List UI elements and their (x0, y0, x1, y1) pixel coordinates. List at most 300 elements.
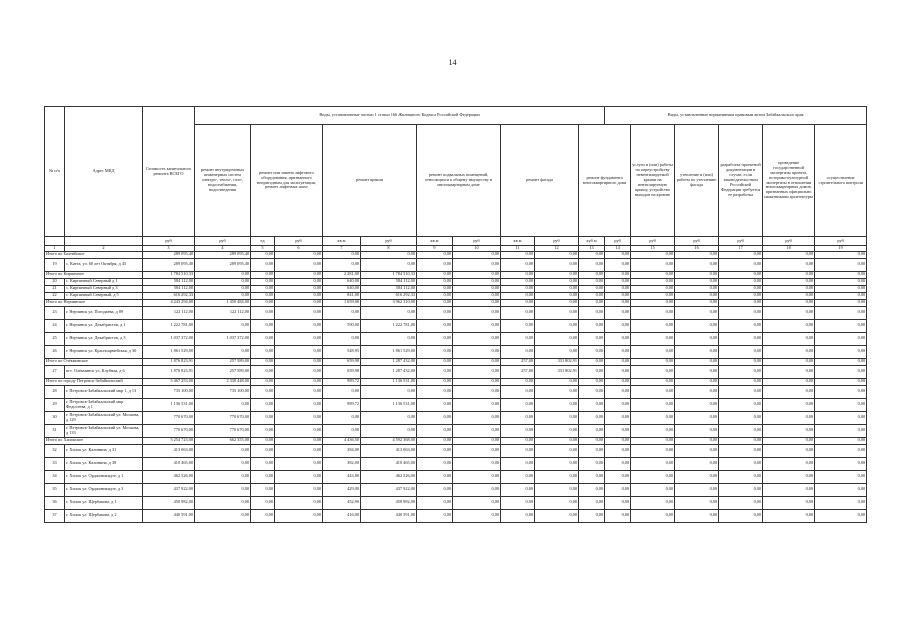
value-cell: 0,00 (719, 258, 763, 271)
value-cell: 0,00 (501, 470, 535, 483)
value-cell: 0,00 (815, 496, 867, 509)
value-cell: 0,00 (719, 306, 763, 319)
value-cell: 0,00 (605, 306, 631, 319)
value-cell: 0,00 (631, 411, 675, 424)
row-address: г. Нерчинск ул. Красноармейская, д 30 (65, 345, 143, 358)
value-cell: 0,00 (251, 385, 275, 398)
value-cell: 0,00 (501, 271, 535, 278)
value-cell: 0,00 (417, 444, 453, 457)
unit-cell: кв.м (323, 237, 361, 246)
value-cell: 0,00 (605, 496, 631, 509)
value-cell: 0,00 (631, 251, 675, 258)
value-cell: 429,00 (323, 483, 361, 496)
value-cell: 0,00 (275, 457, 323, 470)
value-cell: 0,00 (361, 258, 417, 271)
table-row (45, 509, 867, 522)
value-cell: 0,00 (453, 365, 501, 378)
row-number: 23 (45, 306, 65, 319)
value-cell: 989,72 (323, 398, 361, 411)
value-cell: 0,00 (251, 424, 275, 437)
value-cell: 0,00 (535, 319, 579, 332)
value-cell: 0,00 (605, 444, 631, 457)
value-cell: 0,00 (815, 319, 867, 332)
row-number: 21 (45, 285, 65, 292)
value-cell: 0,00 (605, 292, 631, 299)
units-row (45, 237, 867, 246)
unit-cell: руб (195, 237, 251, 246)
value-cell: 0,00 (195, 496, 251, 509)
value-cell: 1 876 823,91 (143, 358, 195, 365)
value-cell: 0,00 (719, 278, 763, 285)
value-cell: 0,00 (251, 437, 275, 444)
value-cell: 0,00 (535, 411, 579, 424)
value-cell: 0,00 (417, 251, 453, 258)
value-cell: 0,00 (535, 251, 579, 258)
value-cell: 0,00 (763, 332, 815, 345)
row-address: г. Нерчинск ул. Декабристов, д 1 (65, 319, 143, 332)
value-cell: 548,95 (323, 345, 361, 358)
row-number: 24 (45, 319, 65, 332)
value-cell: 0,00 (501, 319, 535, 332)
value-cell: 0,00 (579, 299, 605, 306)
value-cell: 0,00 (195, 345, 251, 358)
value-cell: 0,00 (605, 278, 631, 285)
value-cell: 0,00 (275, 285, 323, 292)
value-cell: 0,00 (275, 299, 323, 306)
value-cell: 0,00 (453, 444, 501, 457)
table-row (45, 345, 867, 358)
value-cell: 0,00 (579, 271, 605, 278)
value-cell: 0,00 (719, 319, 763, 332)
value-cell: 0,00 (815, 437, 867, 444)
row-number: 27 (45, 365, 65, 378)
value-cell: 0,00 (605, 285, 631, 292)
value-cell: 0,00 (719, 345, 763, 358)
value-cell: 0,00 (815, 444, 867, 457)
row-number: 35 (45, 483, 65, 496)
value-cell: 0,00 (195, 278, 251, 285)
value-cell: 0,00 (275, 496, 323, 509)
value-cell: 0,00 (501, 345, 535, 358)
value-cell: 0,00 (501, 398, 535, 411)
value-cell: 0,00 (675, 258, 719, 271)
value-cell: 257,00 (501, 358, 535, 365)
row-address: пгт. Олёкминск ул. Клубная, д 6 (65, 365, 143, 378)
row-address: г. Нерчинск ул. Декабристов, д 3 (65, 332, 143, 345)
value-cell: 0,00 (631, 385, 675, 398)
value-cell: 0,00 (579, 444, 605, 457)
unit-cell: ед (251, 237, 275, 246)
value-cell: 1 861 529,00 (143, 345, 195, 358)
row-number: 22 (45, 292, 65, 299)
value-cell: 0,00 (535, 437, 579, 444)
value-cell: 590,00 (323, 319, 361, 332)
value-cell: 0,00 (815, 292, 867, 299)
value-cell: 616 292,33 (361, 292, 417, 299)
col-foundation-header: ремонт фундамента многоквартирного дома (579, 125, 631, 237)
value-cell: 1 136 531,00 (361, 398, 417, 411)
value-cell: 0,00 (275, 378, 323, 385)
column-number-cell: 12 (535, 246, 579, 252)
value-cell: 584 112,00 (143, 285, 195, 292)
value-cell: 440 591,00 (361, 509, 417, 522)
value-cell: 0,00 (815, 345, 867, 358)
value-cell: 1 784 510,33 (143, 271, 195, 278)
table-row (45, 496, 867, 509)
value-cell: 0,00 (605, 457, 631, 470)
value-cell: 0,00 (815, 483, 867, 496)
value-cell: 0,00 (605, 299, 631, 306)
table-row (45, 424, 867, 437)
value-cell: 0,00 (579, 378, 605, 385)
value-cell: 0,00 (501, 496, 535, 509)
value-cell: 0,00 (501, 437, 535, 444)
value-cell: 0,00 (417, 496, 453, 509)
value-cell: 0,00 (605, 483, 631, 496)
value-cell: 5 467 253,00 (143, 378, 195, 385)
value-cell: 0,00 (453, 306, 501, 319)
col-elevator-header: ремонт или замена лифтового оборудования, признанного непригодным для эксплуатации, ремонт лифтовых шахт (251, 125, 323, 237)
value-cell: 0,00 (195, 319, 251, 332)
value-cell: 0,00 (719, 398, 763, 411)
value-cell: 0,00 (719, 444, 763, 457)
value-cell: 0,00 (763, 457, 815, 470)
value-cell: 0,00 (719, 496, 763, 509)
value-cell: 0,00 (631, 358, 675, 365)
subtotal-row (45, 378, 867, 385)
value-cell: 413 063,00 (361, 444, 417, 457)
value-cell: 0,00 (275, 483, 323, 496)
value-cell: 0,00 (453, 319, 501, 332)
value-cell: 0,00 (815, 398, 867, 411)
value-cell: 0,00 (323, 411, 361, 424)
row-address: г. Петровск-Забайкальский мкр Федосеева, д 1 (65, 398, 143, 411)
value-cell: 0,00 (579, 292, 605, 299)
value-cell: 0,00 (275, 251, 323, 258)
table-body (45, 251, 867, 522)
column-number-cell: 4 (195, 246, 251, 252)
value-cell: 0,00 (631, 319, 675, 332)
column-number-cell: 7 (323, 246, 361, 252)
unit-cell: руб (763, 237, 815, 246)
value-cell: 584 112,00 (143, 278, 195, 285)
value-cell: 3 962 310,00 (361, 299, 417, 306)
value-cell: 0,00 (501, 251, 535, 258)
value-cell: 0,00 (501, 385, 535, 398)
value-cell: 462 526,00 (143, 470, 195, 483)
value-cell: 0,00 (815, 358, 867, 365)
value-cell: 0,00 (605, 251, 631, 258)
value-cell: 0,00 (535, 332, 579, 345)
unit-cell: кв.м (417, 237, 453, 246)
value-cell: 0,00 (763, 411, 815, 424)
value-cell: 0,00 (579, 319, 605, 332)
value-cell: 0,00 (251, 258, 275, 271)
value-cell: 0,00 (535, 292, 579, 299)
table-row (45, 365, 867, 378)
value-cell: 0,00 (535, 271, 579, 278)
value-cell: 0,00 (719, 365, 763, 378)
value-cell: 0,00 (631, 483, 675, 496)
value-cell: 2 330 448,00 (195, 378, 251, 385)
value-cell: 0,00 (763, 398, 815, 411)
value-cell: 0,00 (275, 424, 323, 437)
value-cell: 1 222 781,00 (143, 319, 195, 332)
subtotal-label: Итого по городу Петровск-Забайкальский (45, 378, 143, 385)
value-cell: 122 112,00 (195, 306, 251, 319)
value-cell: 0,00 (579, 258, 605, 271)
value-cell: 1 136 531,00 (361, 378, 417, 385)
value-cell: 1 450 484,00 (195, 299, 251, 306)
value-cell: 0,00 (417, 457, 453, 470)
value-cell: 0,00 (275, 278, 323, 285)
table-row (45, 258, 867, 271)
value-cell: 0,00 (719, 385, 763, 398)
value-cell: 0,00 (605, 258, 631, 271)
row-number: 19 (45, 258, 65, 271)
value-cell: 0,00 (763, 319, 815, 332)
value-cell: 0,00 (631, 285, 675, 292)
value-cell: 0,00 (453, 470, 501, 483)
subtotal-label: Итого по Олёкминское (45, 358, 143, 365)
value-cell: 416,00 (323, 509, 361, 522)
value-cell: 0,00 (605, 365, 631, 378)
row-number: 33 (45, 457, 65, 470)
value-cell: 584 112,00 (361, 285, 417, 292)
value-cell: 0,00 (579, 251, 605, 258)
row-address: с. Кирпичный Северный, д 5 (65, 292, 143, 299)
value-cell: 0,00 (815, 278, 867, 285)
value-cell: 0,00 (417, 398, 453, 411)
value-cell: 770 670,00 (143, 411, 195, 424)
value-cell: 0,00 (535, 299, 579, 306)
value-cell: 257 589,00 (195, 365, 251, 378)
value-cell: 0,00 (501, 457, 535, 470)
table-row (45, 470, 867, 483)
column-number-cell: 11 (501, 246, 535, 252)
value-cell: 0,00 (535, 378, 579, 385)
value-cell: 0,00 (675, 457, 719, 470)
value-cell: 0,00 (275, 411, 323, 424)
col-address-header: Адрес МКД (65, 107, 143, 237)
subtotal-row (45, 251, 867, 258)
value-cell: 0,00 (453, 483, 501, 496)
row-address: г. Петровск-Забайкальский ул. Москова, д 133 (65, 424, 143, 437)
value-cell: 0,00 (535, 385, 579, 398)
value-cell: 0,00 (605, 358, 631, 365)
value-cell: 659,98 (323, 365, 361, 378)
value-cell: 0,00 (675, 378, 719, 385)
value-cell: 0,00 (579, 398, 605, 411)
value-cell: 0,00 (605, 319, 631, 332)
table-row (45, 332, 867, 345)
table-row (45, 319, 867, 332)
value-cell: 0,00 (579, 496, 605, 509)
col-insulation-header: услуги и (или) работы по переустройству невентилируемой крыши на вентилируемую крышу, устройство выходов на кровлю (631, 125, 675, 237)
value-cell: 0,00 (251, 319, 275, 332)
value-cell: 1 136 531,00 (143, 398, 195, 411)
value-cell: 0,00 (675, 398, 719, 411)
value-cell: 4 436,50 (323, 437, 361, 444)
value-cell: 0,00 (251, 470, 275, 483)
value-cell: 0,00 (631, 424, 675, 437)
row-address: г. Хилок ул. Щербакова, д 1 (65, 496, 143, 509)
value-cell: 0,00 (453, 424, 501, 437)
unit-cell: кв.м (501, 237, 535, 246)
unit-cell: куб.м (579, 237, 605, 246)
value-cell: 382,00 (323, 457, 361, 470)
value-cell: 0,00 (675, 365, 719, 378)
value-cell: 0,00 (675, 496, 719, 509)
value-cell: 0,00 (675, 358, 719, 365)
value-cell: 0,00 (815, 271, 867, 278)
value-cell: 0,00 (501, 292, 535, 299)
value-cell: 0,00 (675, 285, 719, 292)
column-number-cell: 14 (605, 246, 631, 252)
value-cell: 0,00 (323, 385, 361, 398)
value-cell: 0,00 (195, 398, 251, 411)
value-cell: 770 670,00 (195, 424, 251, 437)
value-cell: 0,00 (631, 365, 675, 378)
value-cell: 0,00 (417, 509, 453, 522)
subtotal-label: Итого по Кирпичное (45, 271, 143, 278)
subtotal-row (45, 271, 867, 278)
value-cell: 0,00 (535, 496, 579, 509)
value-cell: 0,00 (675, 278, 719, 285)
value-cell: 0,00 (763, 258, 815, 271)
value-cell: 0,00 (195, 457, 251, 470)
value-cell: 0,00 (195, 470, 251, 483)
value-cell: 0,00 (501, 509, 535, 522)
value-cell: 0,00 (501, 278, 535, 285)
column-number-cell: 1 (45, 246, 65, 252)
value-cell: 0,00 (251, 306, 275, 319)
value-cell: 0,00 (323, 306, 361, 319)
value-cell: 0,00 (275, 398, 323, 411)
column-number-cell: 17 (719, 246, 763, 252)
value-cell: 458 982,00 (143, 496, 195, 509)
value-cell: 0,00 (251, 299, 275, 306)
column-number-cell: 10 (453, 246, 501, 252)
value-cell: 0,00 (631, 271, 675, 278)
value-cell: 0,00 (631, 398, 675, 411)
value-cell: 1 659,00 (323, 299, 361, 306)
value-cell: 4 243 294,00 (143, 299, 195, 306)
row-number: 32 (45, 444, 65, 457)
value-cell: 0,00 (275, 470, 323, 483)
value-cell: 0,00 (417, 319, 453, 332)
value-cell: 289 095,40 (143, 258, 195, 271)
value-cell: 0,00 (275, 509, 323, 522)
value-cell: 443,80 (323, 470, 361, 483)
value-cell: 1 287 432,00 (361, 365, 417, 378)
value-cell: 0,00 (535, 483, 579, 496)
unit-cell-blank (45, 237, 65, 246)
value-cell: 0,00 (815, 470, 867, 483)
value-cell: 0,00 (453, 398, 501, 411)
value-cell: 0,00 (323, 332, 361, 345)
value-cell: 0,00 (719, 509, 763, 522)
value-cell: 458 982,00 (361, 496, 417, 509)
value-cell: 0,00 (675, 411, 719, 424)
value-cell: 0,00 (605, 437, 631, 444)
value-cell: 0,00 (453, 437, 501, 444)
value-cell: 0,00 (719, 470, 763, 483)
value-cell: 462 526,00 (361, 470, 417, 483)
column-number-cell: 2 (65, 246, 143, 252)
value-cell: 0,00 (631, 258, 675, 271)
value-cell: 0,00 (631, 509, 675, 522)
value-cell: 0,00 (719, 299, 763, 306)
value-cell: 0,00 (763, 424, 815, 437)
value-cell: 0,00 (815, 424, 867, 437)
value-cell: 0,00 (453, 251, 501, 258)
value-cell: 735 100,00 (195, 385, 251, 398)
value-cell: 0,00 (631, 496, 675, 509)
unit-cell: руб (361, 237, 417, 246)
subtotal-row (45, 358, 867, 365)
value-cell: 437 922,00 (361, 483, 417, 496)
value-cell: 0,00 (453, 496, 501, 509)
group-right-header: Виды, установленные нормативным правовым актом Забайкальского края (605, 107, 867, 125)
value-cell: 1 861 529,00 (361, 345, 417, 358)
value-cell: 0,00 (605, 509, 631, 522)
value-cell: 0,00 (275, 271, 323, 278)
subtotal-row (45, 299, 867, 306)
value-cell: 1 287 432,00 (361, 358, 417, 365)
value-cell: 0,00 (719, 292, 763, 299)
row-number: 36 (45, 496, 65, 509)
value-cell: 0,00 (275, 437, 323, 444)
value-cell: 0,00 (453, 258, 501, 271)
value-cell: 0,00 (605, 411, 631, 424)
value-cell: 0,00 (815, 251, 867, 258)
row-address: с. Кирпичный Северный д 1 (65, 278, 143, 285)
value-cell: 0,00 (631, 332, 675, 345)
value-cell: 0,00 (763, 299, 815, 306)
value-cell: 0,00 (535, 457, 579, 470)
value-cell: 735 100,00 (143, 385, 195, 398)
row-number: 30 (45, 411, 65, 424)
value-cell: 1 876 823,91 (143, 365, 195, 378)
value-cell: 0,00 (453, 358, 501, 365)
value-cell: 0,00 (763, 278, 815, 285)
col-engineering-header: ремонт внутридомовых инженерных систем электро-, тепло-, газо-, водоснабжения, водоотведения (195, 125, 251, 237)
value-cell: 0,00 (501, 285, 535, 292)
value-cell: 0,00 (275, 385, 323, 398)
value-cell: 0,00 (453, 411, 501, 424)
value-cell: 989,72 (323, 378, 361, 385)
value-cell: 0,00 (417, 285, 453, 292)
value-cell: 0,00 (251, 251, 275, 258)
value-cell: 1 037 372,00 (143, 332, 195, 345)
column-number-cell: 19 (815, 246, 867, 252)
value-cell: 0,00 (815, 509, 867, 522)
row-address: с. Кирпичный Северный д 3 (65, 285, 143, 292)
value-cell: 0,00 (675, 271, 719, 278)
value-cell: 0,00 (417, 332, 453, 345)
col-control-header: осуществление строительного контроля (815, 125, 867, 237)
value-cell: 0,00 (417, 470, 453, 483)
value-cell: 0,00 (195, 483, 251, 496)
value-cell: 413 063,00 (143, 444, 195, 457)
value-cell: 0,00 (501, 378, 535, 385)
value-cell: 0,00 (719, 457, 763, 470)
value-cell: 0,00 (535, 470, 579, 483)
unit-cell: руб (719, 237, 763, 246)
value-cell: 0,00 (501, 299, 535, 306)
value-cell: 0,00 (605, 332, 631, 345)
